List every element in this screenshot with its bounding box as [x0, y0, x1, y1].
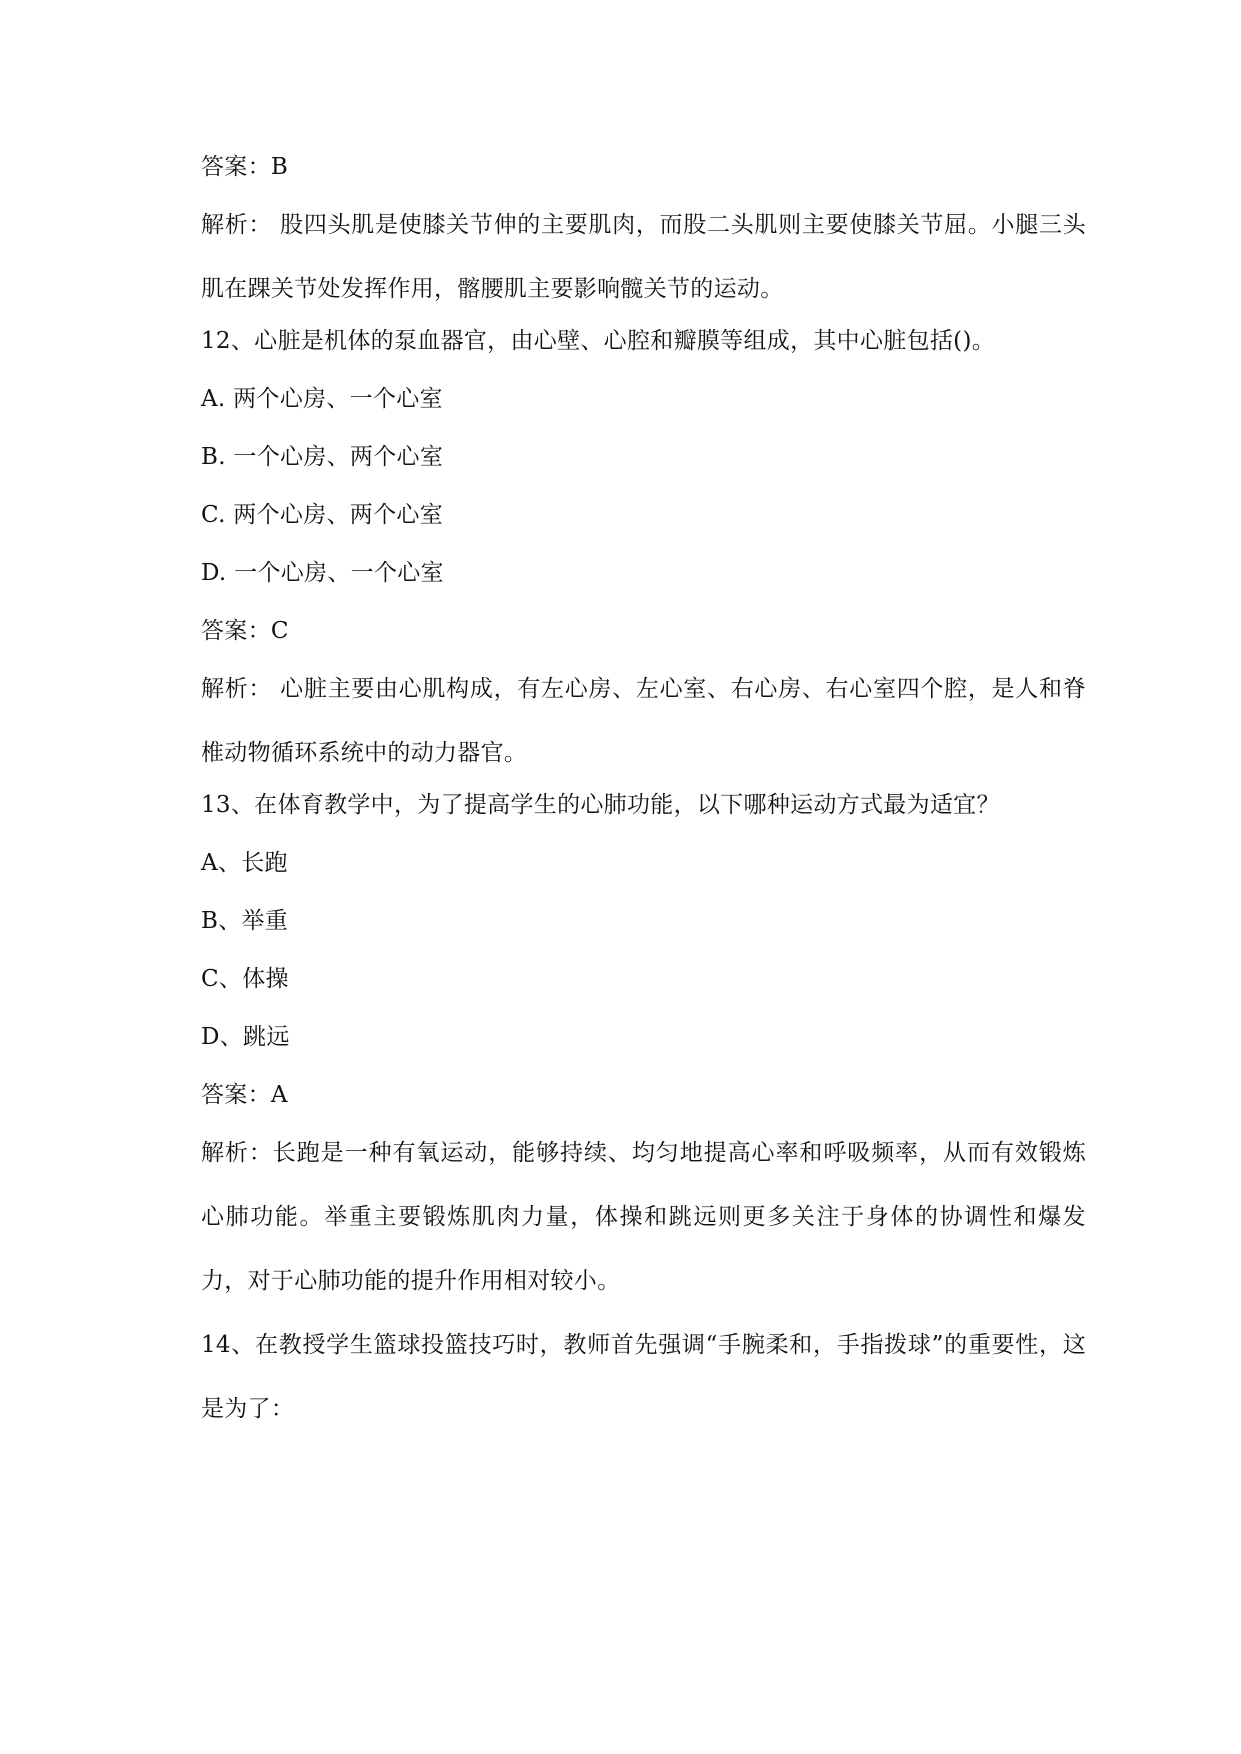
- q12-answer: 答案：C: [201, 618, 289, 644]
- q13-question: 13、在体育教学中，为了提高学生的心肺功能，以下哪种运动方式最为适宜？: [201, 792, 1000, 818]
- q13-option-b: B、举重: [201, 908, 289, 934]
- q11-answer: 答案：B: [201, 154, 289, 180]
- q12-analysis: 解析： 心脏主要由心肌构成，有左心房、左心室、右心房、右心室四个腔，是人和脊椎动物循环系统中的动力器官。: [201, 676, 1086, 766]
- q13-option-a: A、长跑: [201, 850, 288, 876]
- q12-option-c: C. 两个心房、两个心室: [201, 502, 444, 528]
- q12-option-d: D. 一个心房、一个心室: [201, 560, 444, 586]
- q12-question: 12、心脏是机体的泵血器官，由心壁、心腔和瓣膜等组成，其中心脏包括()。: [201, 328, 996, 354]
- q12-option-a: A. 两个心房、一个心室: [201, 386, 443, 412]
- q11-analysis: 解析： 股四头肌是使膝关节伸的主要肌肉，而股二头肌则主要使膝关节屈。小腿三头肌在踝关节处发挥作用，髂腰肌主要影响髋关节的运动。: [201, 212, 1086, 302]
- q13-option-d: D、跳远: [201, 1024, 290, 1050]
- q12-option-b: B. 一个心房、两个心室: [201, 444, 444, 470]
- q13-option-c: C、体操: [201, 966, 289, 992]
- q14-question: 14、在教授学生篮球投篮技巧时，教师首先强调“手腕柔和，手指拨球”的重要性，这是为了：: [201, 1332, 1086, 1422]
- q13-answer: 答案：A: [201, 1082, 288, 1108]
- q13-analysis: 解析：长跑是一种有氧运动，能够持续、均匀地提高心率和呼吸频率，从而有效锻炼心肺功能。举重主要锻炼肌肉力量，体操和跳远则更多关注于身体的协调性和爆发力，对于心肺功能的提升作用相对较小。: [201, 1140, 1086, 1294]
